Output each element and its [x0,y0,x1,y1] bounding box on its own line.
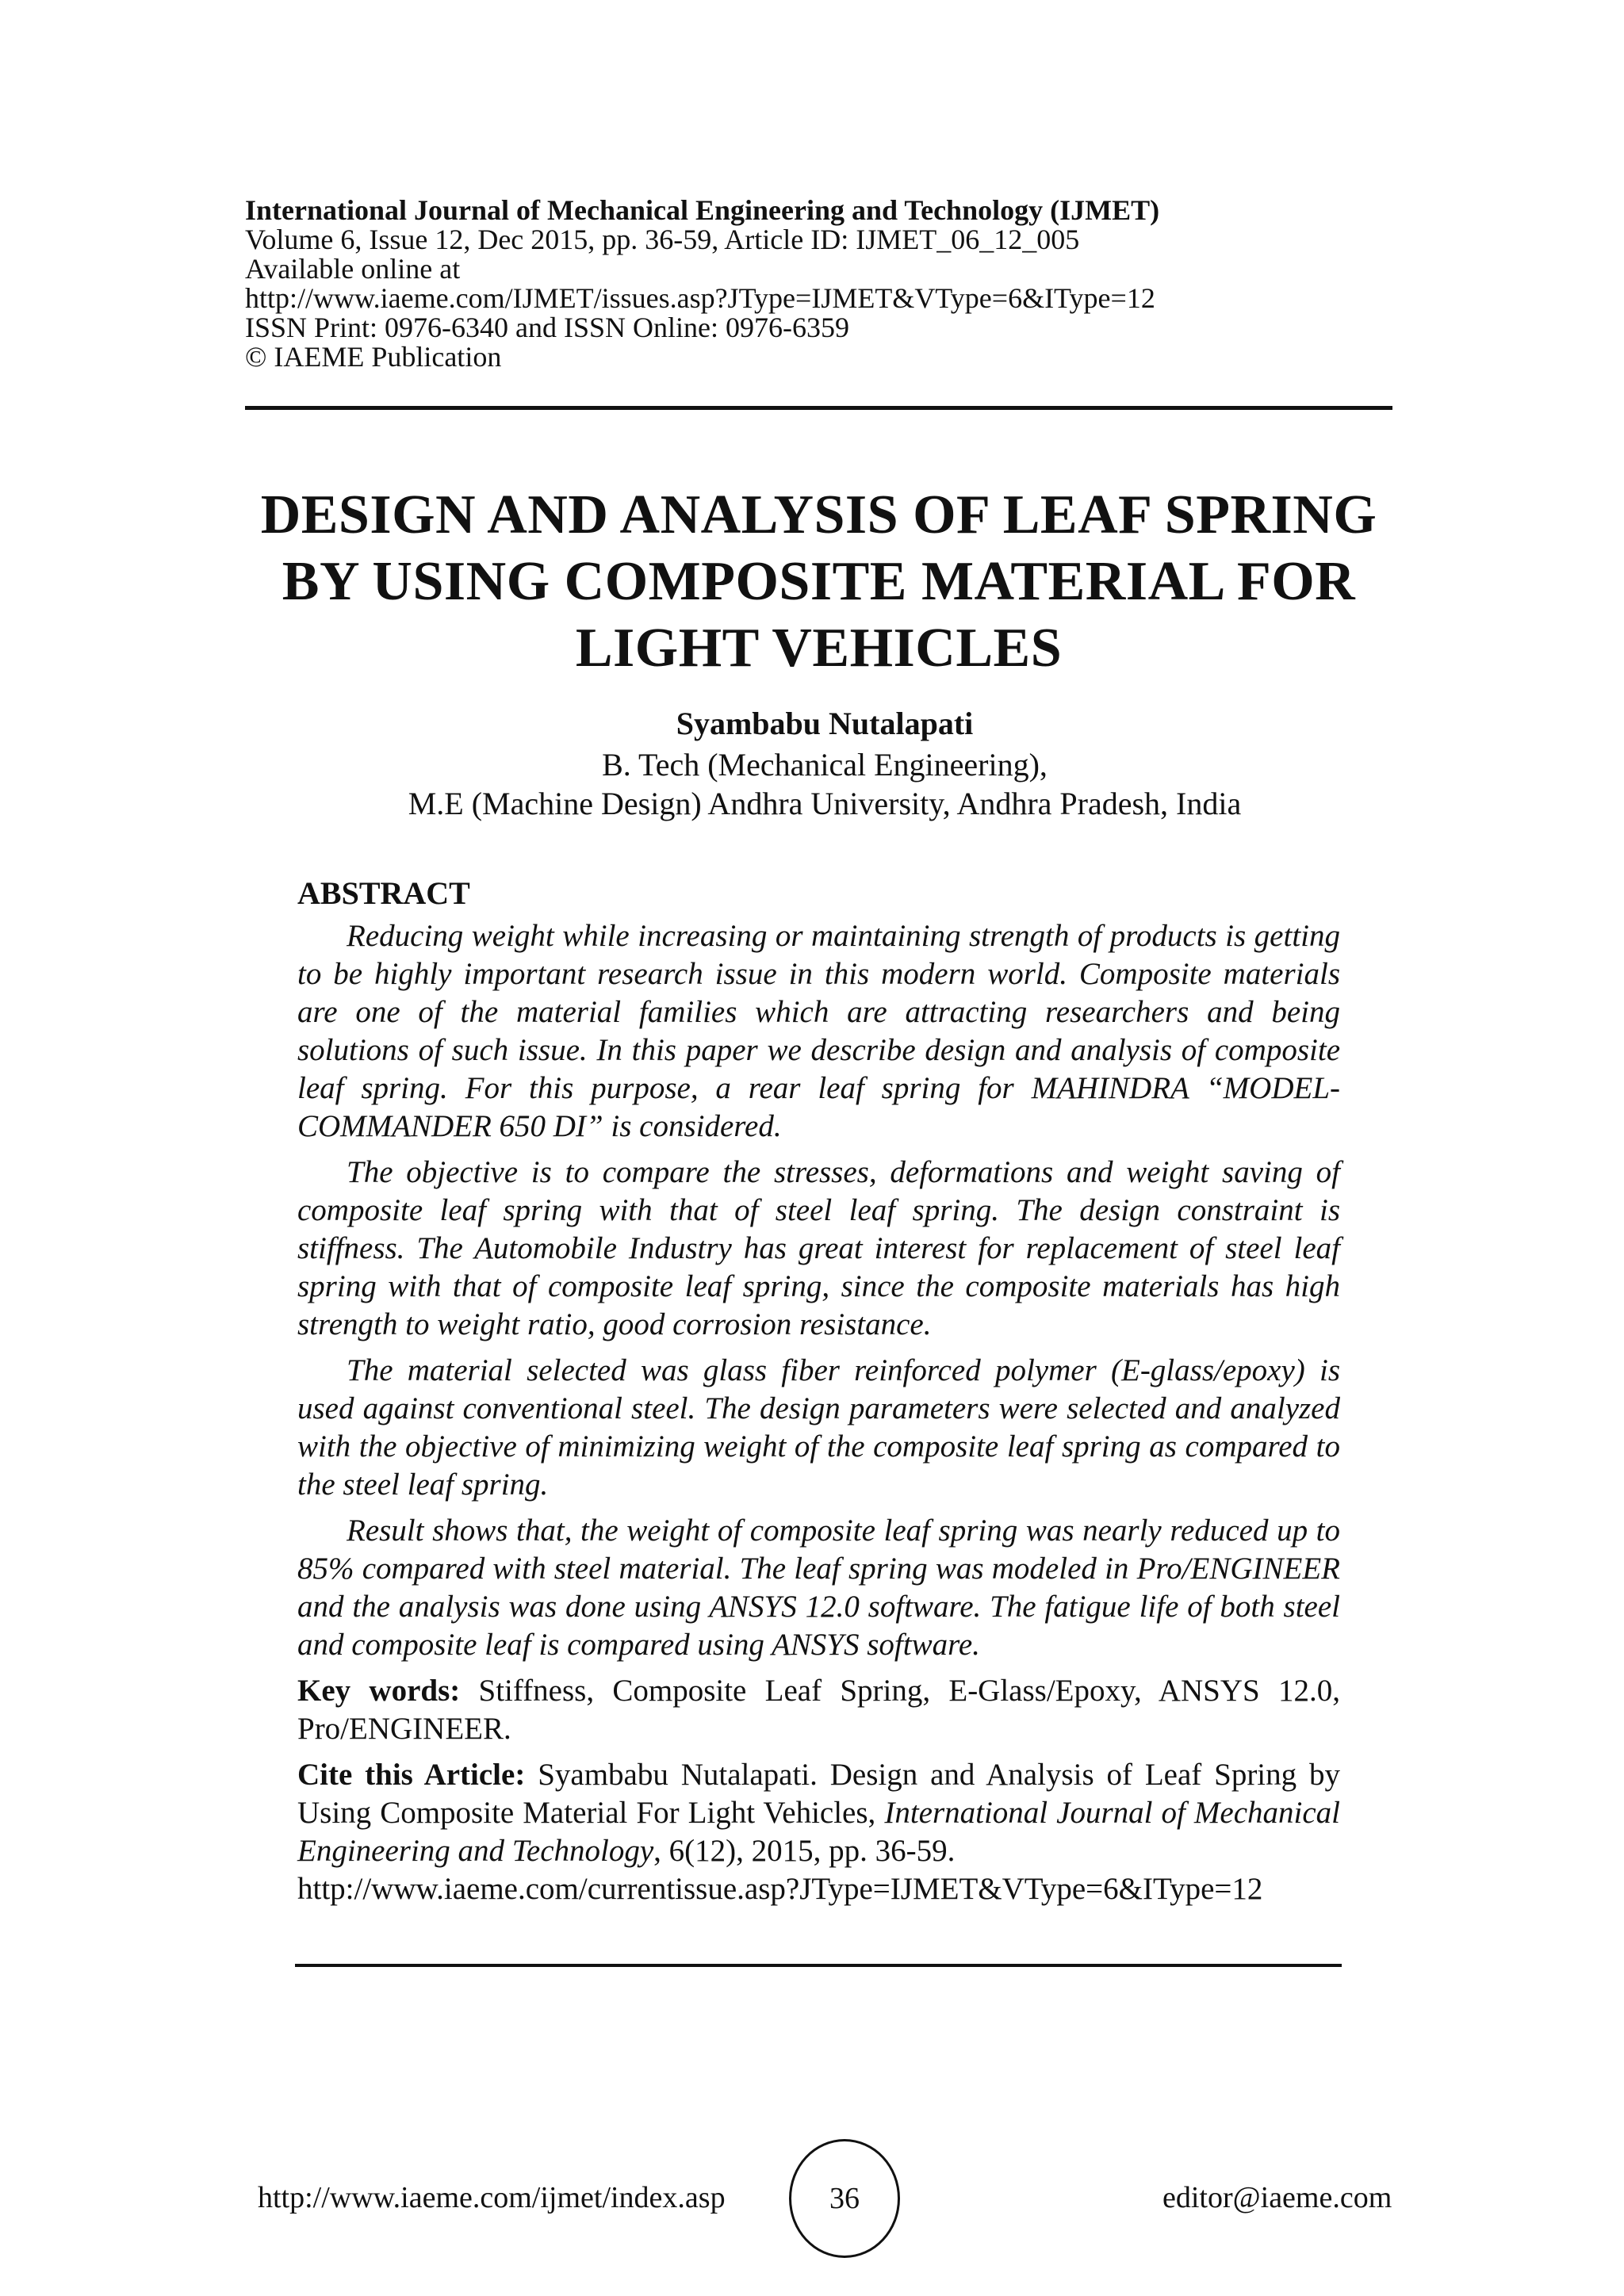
footer-url[interactable]: http://www.iaeme.com/ijmet/index.asp [258,2181,726,2214]
available-online-label: Available online at [245,253,461,285]
journal-header [245,196,1395,372]
journal-title: International Journal of Mechanical Engineering and Technology (IJMET) [245,194,1160,226]
abstract-paragraph: The objective is to compare the stresses, deformations and weight saving of composite leaf spring with that of steel leaf spring. The design constraint is stiffness. The Automobile Industry has great interest for replacement of steel leaf spring with that of composite leaf spring, since the composite materials has high strength to weight ratio, good corrosion resistance. [297,1155,1340,1341]
citation [297,1756,1340,1908]
citation-divider [295,1964,1342,1967]
journal-issn: ISSN Print: 0976-6340 and ISSN Online: 0976-6359 [245,312,850,343]
paper-title-line: DESIGN AND ANALYSIS OF LEAF SPRING [260,484,1377,545]
paper-title-line: LIGHT VEHICLES [575,618,1063,679]
paper-title-line: BY USING COMPOSITE MATERIAL FOR [282,551,1356,612]
keywords [297,1672,1340,1748]
abstract-heading: ABSTRACT [297,875,470,911]
journal-volume-line: Volume 6, Issue 12, Dec 2015, pp. 36-59, Article ID: IJMET_06_12_005 [245,224,1080,255]
keywords-label: Key words: [297,1674,461,1708]
header-divider [245,406,1392,410]
paper-title [206,482,1431,682]
page-number-text: 36 [829,2182,860,2215]
abstract-paragraph: Result shows that, the weight of composite leaf spring was nearly reduced up to 85% compared with steel material. The leaf spring was modeled in Pro/ENGINEER and the analysis was done using ANSYS 12.0 software. The fatigue life of both steel and composite leaf is compared using ANSYS software. [297,1513,1340,1662]
cite-text-end: , 6(12), 2015, pp. 36-59. [653,1834,956,1868]
cite-label: Cite this Article: [297,1758,526,1792]
page-number [789,2139,900,2258]
cite-text: Syambabu Nutalapati. Design and Analysis of Leaf Spring by Using Composite Material For Light Vehicles, [297,1758,1341,1830]
keywords-text: Stiffness, Composite Leaf Spring, E-Glass/Epoxy, ANSYS 12.0, Pro/ENGINEER. [297,1674,1340,1746]
author-block [238,704,1411,823]
author-name: Syambabu Nutalapati [676,706,974,741]
author-affiliation-line: M.E (Machine Design) Andhra University, Andhra Pradesh, India [408,786,1242,821]
footer-email[interactable]: editor@iaeme.com [1162,2181,1392,2214]
journal-issue-url[interactable]: http://www.iaeme.com/IJMET/issues.asp?JType=IJMET&VType=6&IType=12 [245,282,1155,314]
abstract-section [297,874,1340,1916]
cite-journal: International Journal of Mechanical Engineering and Technology [297,1796,1340,1868]
cite-url[interactable]: http://www.iaeme.com/currentissue.asp?JType=IJMET&VType=6&IType=12 [297,1872,1263,1906]
abstract-paragraph: The material selected was glass fiber reinforced polymer (E-glass/epoxy) is used against conventional steel. The design parameters were selected and analyzed with the objective of minimizing weight of the composite leaf spring as compared to the steel leaf spring. [297,1353,1340,1502]
journal-publisher: © IAEME Publication [245,341,502,373]
abstract-paragraph: Reducing weight while increasing or maintaining strength of products is getting to be highly important research issue in this modern world. Composite materials are one of the material families which are attracting researchers and being solutions of such issue. In this paper we describe design and analysis of composite leaf spring. For this purpose, a rear leaf spring for MAHINDRA “MODEL-COMMANDER 650 DI” is considered. [297,919,1340,1143]
author-affiliation-line: B. Tech (Mechanical Engineering), [602,747,1048,783]
